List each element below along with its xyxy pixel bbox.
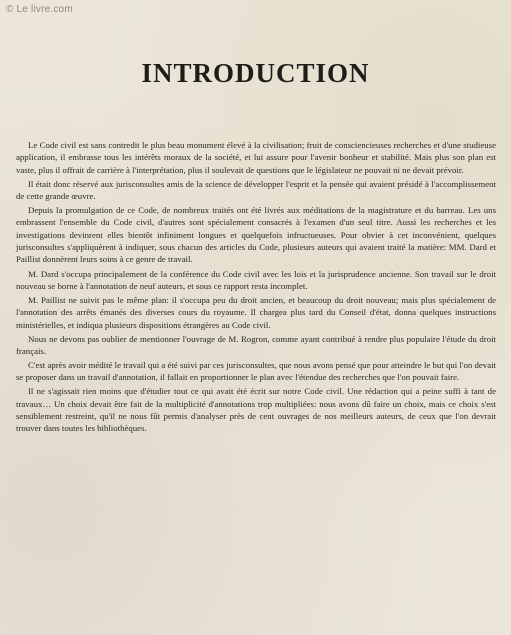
page-title: INTRODUCTION <box>141 58 370 88</box>
body-text <box>16 139 496 436</box>
paragraph: M. Dard s'occupa principalement de la conférence du Code civil avec les lois et la jurisprudence ancienne. Son travail sur le droit nouveau se borne à l'annotation de neuf auteurs, et sous ce rapport resta incomplet. <box>16 268 496 291</box>
paragraph: M. Paillist ne suivit pas le même plan: il s'occupa peu du droit ancien, et beaucoup du droit nouveau; mais plus spécialement de l'annotation des arrêts émanés des diverses cours du royaume. Il chargea plus tard du Conseil d'état, donna quelques instructions ministérielles, et indiqua plusieurs dispositions étrangères au Code civil. <box>16 294 496 330</box>
paragraph: Le Code civil est sans contredit le plus beau monument élevé à la civilisation; fruit de consciencieuses recherches et d'une studieuse application, il embrasse tous les intérêts moraux de la société, et lui assure pour l'avenir bonheur et stabilité. Mais plus son plan est vaste, plus il offrait de carrière à l'interprétation, plus il soulevait de questions que le législateur ne pouvait ni ne devait prévoir. <box>16 140 496 175</box>
paragraph: Il était donc réservé aux jurisconsultes amis de la science de développer l'esprit et la pensée qui avaient présidé à l'accomplissement de cette grande œuvre. <box>16 178 496 202</box>
paragraph: Il ne s'agissait rien moins que d'étudier tout ce qui avait été écrit sur notre Code civil. Une rédaction qui a peine suffi à tant de travaux… Un choix devait être fait de la multiplicité d'annotations trop multipliées: nous avons dû faire un choix, mais ce choix s'est sensiblement restreint, qu'il ne nous fût permis d'analyser près de cent ouvrages de nos meilleurs auteurs, de ceux que l'on devrait trouver dans toutes les bibliothèques. <box>16 386 496 434</box>
watermark-text: © Le livre.com <box>6 4 73 15</box>
paragraph: C'est après avoir médité le travail qui a été suivi par ces jurisconsultes, que nous avons pensé que pour atteindre le but qui l'on devait se proposer dans un travail d'annotation, il fallait en proportionner le plan avec l'étendue des recherches que l'on pouvait faire. <box>16 359 496 383</box>
paragraph: Depuis la promulgation de ce Code, de nombreux traités ont été livrés aux méditations de la magistrature et du barreau. Les uns embrassent l'ensemble du Code civil, d'autres sont spécialement consacrés à l'examen d'un seul titre. Aussi les recherches et les investigations devinrent elles bientôt infiniment longues et quelquefois infructueuses. Pour obvier à cet inconvénient, quelques jurisconsultes s'appliquèrent à indiquer, sous chacun des articles du Code, plusieurs auteurs qui avaient traité la matière: MM. Dard et Paillist donnèrent leurs soins à ce genre de travail. <box>16 205 496 265</box>
paragraph: Nous ne devons pas oublier de mentionner l'ouvrage de M. Rogron, comme ayant contribué à rendre plus populaire l'étude du droit français. <box>16 333 496 356</box>
